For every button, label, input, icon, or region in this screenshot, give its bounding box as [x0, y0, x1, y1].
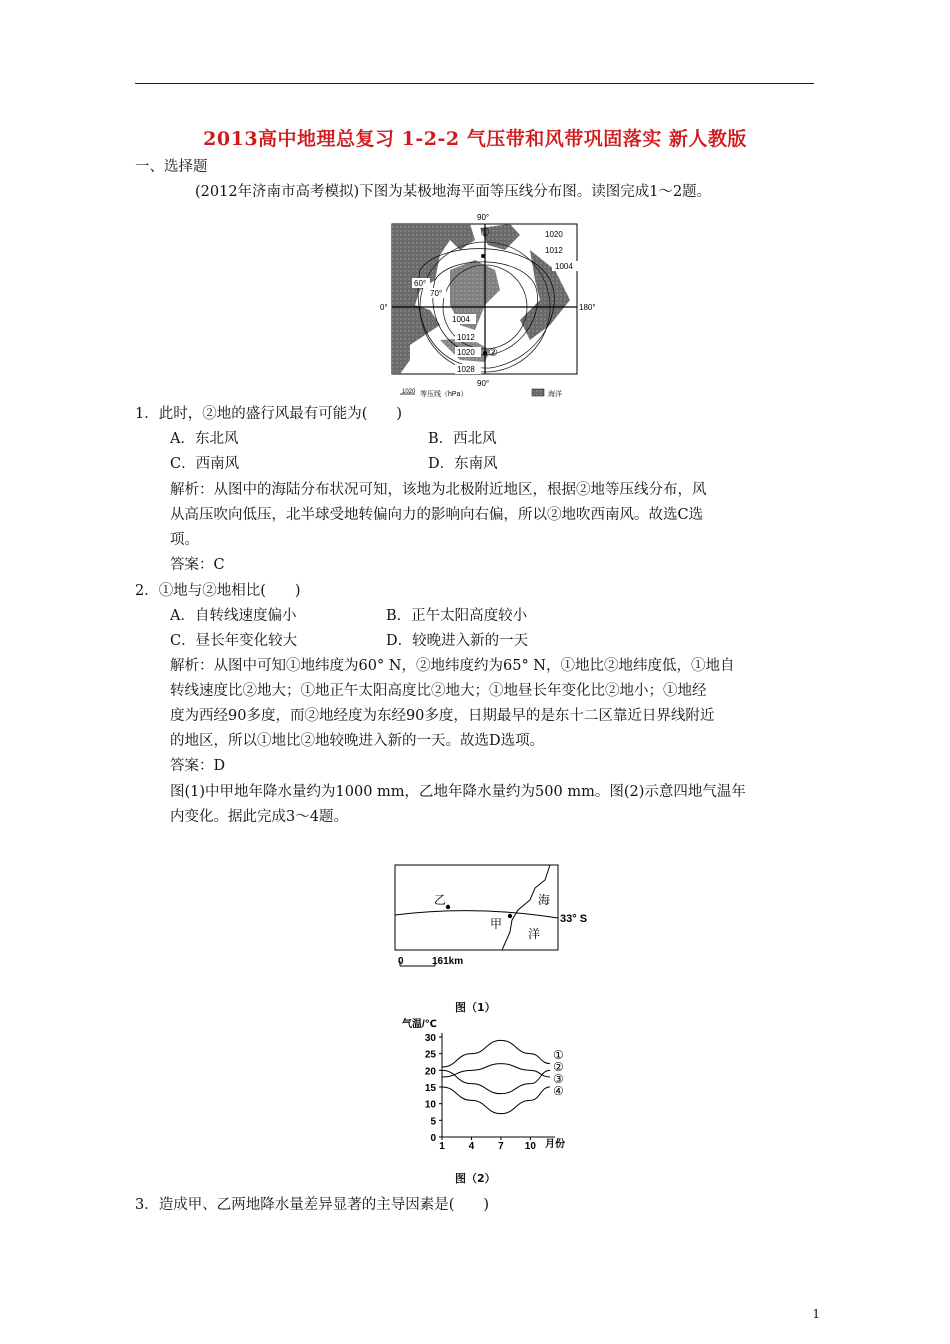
q1-option-d: D．东南风 — [428, 456, 498, 472]
q1-analysis-line: 解析：从图中的海陆分布状况可知，该地为北极附近地区，根据②地等压线分布，风 — [170, 482, 707, 498]
fig1-label-yi: 乙 — [434, 893, 447, 907]
map-isobar-label: 1012 — [545, 246, 563, 255]
fig1-label-yang: 洋 — [528, 927, 541, 941]
q1-analysis-line: 项。 — [170, 532, 199, 548]
chart-series-line — [442, 1040, 550, 1067]
map-isobar-label: 1020 — [545, 230, 563, 239]
q2-option-c: C．昼长年变化较大 — [170, 633, 298, 649]
chart-y-tick-label: 10 — [424, 1099, 436, 1111]
legend-ocean-text: 海洋 — [548, 391, 562, 398]
chart-x-tick-label: 10 — [524, 1141, 536, 1150]
fig1-scale-zero: 0 — [398, 956, 404, 967]
chart-x-tick-label: 1 — [439, 1141, 445, 1150]
q2-option-a: A．自转线速度偏小 — [170, 608, 297, 624]
q2-analysis-line: 的地区，所以①地比②地较晚进入新的一天。故选D选项。 — [170, 733, 545, 749]
figure-2-caption: 图（2） — [455, 1172, 496, 1185]
q2-analysis-line: 转线速度比②地大；①地正午太阳高度比②地大；①地昼长年变化比②地小；①地经 — [170, 683, 707, 699]
chart-series-line — [442, 1087, 550, 1114]
legend-isobar-value: 1020 — [402, 389, 416, 395]
page-title: 2013高中地理总复习 1-2-2 气压带和风带巩固落实 新人教版 — [203, 128, 747, 150]
q1-answer: 答案：C — [170, 557, 225, 573]
intro-q3-4-line: 内变化。据此完成3～4题。 — [170, 809, 348, 825]
header-rule — [135, 83, 814, 84]
map-lon-top: 90° — [477, 213, 490, 222]
chart-x-tick-label: 4 — [468, 1141, 475, 1150]
chart-x-tick-label: 7 — [498, 1141, 504, 1150]
map-isobar-label: 1028 — [457, 365, 475, 374]
q1-stem: 1．此时，②地的盛行风最有可能为( ) — [135, 406, 403, 422]
chart-y-tick-label: 15 — [424, 1083, 436, 1094]
chart-series-label: ② — [553, 1060, 564, 1074]
polar-pressure-map — [380, 210, 600, 402]
map-lon-left: 0° — [380, 303, 388, 312]
chart-series-line — [442, 1070, 550, 1093]
page-number: 1 — [812, 1307, 820, 1321]
map-isobar-label: 1020 — [457, 348, 475, 357]
chart-series-label: ④ — [553, 1084, 564, 1098]
q2-answer: 答案：D — [170, 758, 226, 774]
chart-y-tick-label: 30 — [424, 1033, 436, 1044]
q2-analysis-line: 度为西经90多度，而②地经度为东经90多度，日期最早的是东十二区靠近日界线附近 — [170, 708, 715, 724]
map-lat-label: 60° — [414, 279, 427, 288]
intro-q3-4-line: 图(1)中甲地年降水量约为1000 mm，乙地年降水量约为500 mm。图(2)示意四地气温年 — [170, 784, 746, 800]
q2-stem: 2．①地与②地相比( ) — [135, 583, 301, 599]
chart-ylabel: 气温/℃ — [402, 1019, 437, 1030]
chart-xlabel: 月份 — [545, 1139, 565, 1150]
chart-series-line — [442, 1064, 550, 1077]
fig1-label-jia: 甲 — [490, 917, 503, 931]
figure-2-chart — [400, 1015, 585, 1150]
q3-stem: 3．造成甲、乙两地降水量差异显著的主导因素是( ) — [135, 1197, 490, 1213]
map-lat-label: 70° — [430, 289, 443, 298]
chart-y-tick-label: 20 — [424, 1066, 436, 1078]
chart-series-label: ③ — [553, 1072, 564, 1086]
chart-y-tick-label: 0 — [430, 1133, 436, 1144]
section-heading: 一、选择题 — [135, 159, 208, 175]
intro-q1-2: (2012年济南市高考模拟)下图为某极地海平面等压线分布图。读图完成1～2题。 — [195, 184, 712, 200]
legend-isobar-text: 等压线（hPa） — [420, 391, 468, 398]
chart-y-tick-label: 5 — [430, 1116, 436, 1128]
chart-series-label: ① — [553, 1048, 564, 1062]
chart-y-tick-label: 25 — [424, 1049, 436, 1061]
q1-option-a: A．东北风 — [170, 431, 239, 447]
fig1-latitude-label: 33° S — [560, 913, 588, 925]
map-isobar-label: 1012 — [457, 333, 475, 342]
map-point-1: ① — [480, 227, 490, 239]
q1-option-c: C．西南风 — [170, 456, 240, 472]
map-point-2: ② — [488, 347, 498, 359]
figure-1-caption: 图（1） — [455, 1001, 496, 1014]
fig1-scale-distance: 161km — [432, 956, 464, 967]
figure-1-map — [390, 860, 600, 975]
fig1-label-hai: 海 — [538, 893, 551, 907]
q2-option-d: D．较晚进入新的一天 — [386, 633, 529, 649]
map-isobar-label: 1004 — [555, 262, 573, 271]
q1-option-b: B．西北风 — [428, 431, 497, 447]
q2-analysis-line: 解析：从图中可知①地纬度为60° N，②地纬度约为65° N，①地比②地纬度低，①地自 — [170, 658, 735, 674]
map-lon-bottom: 90° — [477, 379, 490, 388]
map-lon-right: 180° — [579, 303, 596, 312]
map-isobar-label: 1004 — [452, 315, 470, 324]
q1-analysis-line: 从高压吹向低压，北半球受地转偏向力的影响向右偏，所以②地吹西南风。故选C选 — [170, 507, 704, 523]
q2-option-b: B．正午太阳高度较小 — [386, 608, 528, 624]
